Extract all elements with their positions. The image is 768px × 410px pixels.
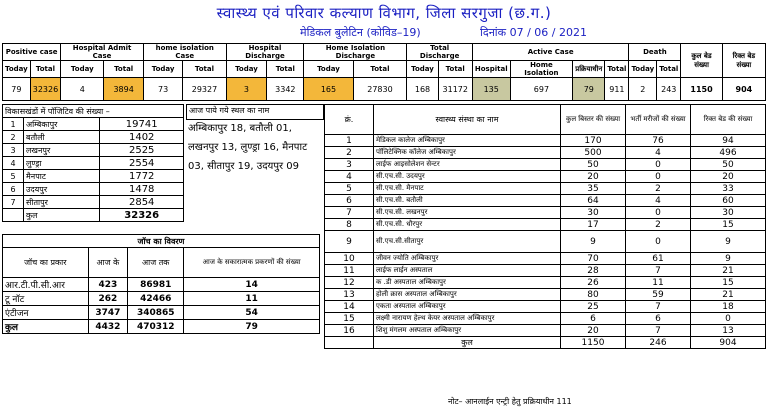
row-number: 10 bbox=[325, 253, 374, 265]
sub-header: Today bbox=[3, 61, 31, 78]
test-header: आज के सकारात्मक प्रकरणों की संख्या bbox=[184, 248, 320, 278]
admitted: 4 bbox=[626, 147, 691, 159]
test-header: जॉच का प्रकार bbox=[3, 248, 89, 278]
test-total: 470312 bbox=[128, 320, 184, 334]
beds-row bbox=[325, 135, 766, 147]
summary-value: 31172 bbox=[438, 78, 472, 101]
summary-value: 135 bbox=[472, 78, 510, 101]
block-value: 2554 bbox=[100, 157, 184, 170]
beds-header: स्वास्थ्य संस्था का नाम bbox=[374, 105, 561, 135]
test-positive: 11 bbox=[184, 292, 320, 306]
empty-beds: 9 bbox=[691, 253, 766, 265]
sub-header: Today bbox=[407, 61, 438, 78]
block-name: बतौली bbox=[24, 131, 100, 144]
test-today: 423 bbox=[88, 278, 128, 292]
admitted: 0 bbox=[626, 231, 691, 253]
group-header: कुल बेड संख्या bbox=[681, 44, 722, 78]
admitted: 0 bbox=[626, 207, 691, 219]
row-number: 11 bbox=[325, 265, 374, 277]
row-number: 14 bbox=[325, 301, 374, 313]
beds-row bbox=[325, 265, 766, 277]
admitted: 2 bbox=[626, 219, 691, 231]
facility-name: सी.एच.सी. उदयपुर bbox=[374, 171, 561, 183]
test-type: एंटीजन bbox=[3, 306, 89, 320]
admitted: 4 bbox=[626, 195, 691, 207]
block-value: 19741 bbox=[100, 118, 184, 131]
facility-name: लक्ष्मी नारायण हेल्थ केयर अस्पताल अम्बिकापुर bbox=[374, 313, 561, 325]
summary-value: 3342 bbox=[267, 78, 304, 101]
total-beds: 80 bbox=[561, 289, 626, 301]
beds-header: रिक्त बेड की संख्या bbox=[691, 105, 766, 135]
admitted: 2 bbox=[626, 183, 691, 195]
group-header: Hospital Admit Case bbox=[61, 44, 144, 61]
sub-header: Total bbox=[438, 61, 472, 78]
facility-name: होली क्रास अस्पताल अम्बिकापुर bbox=[374, 289, 561, 301]
sub-header: Total bbox=[605, 61, 629, 78]
summary-value: 79 bbox=[573, 78, 605, 101]
empty-beds: 15 bbox=[691, 277, 766, 289]
total-beds: 170 bbox=[561, 135, 626, 147]
block-table-title: विकासखंडों में पॉजिटिव की संख्या – bbox=[3, 105, 184, 118]
test-positive: 14 bbox=[184, 278, 320, 292]
summary-value: 697 bbox=[510, 78, 573, 101]
total-beds: 17 bbox=[561, 219, 626, 231]
admitted: 0 bbox=[626, 171, 691, 183]
facility-name: सी.एच.सी. धौरपुर bbox=[374, 219, 561, 231]
empty-beds: 496 bbox=[691, 147, 766, 159]
summary-value: 29327 bbox=[183, 78, 226, 101]
admitted: 7 bbox=[626, 265, 691, 277]
total-beds: 35 bbox=[561, 183, 626, 195]
total-beds: 70 bbox=[561, 253, 626, 265]
empty-beds: 50 bbox=[691, 159, 766, 171]
group-header: Death bbox=[629, 44, 681, 61]
summary-value: 32326 bbox=[30, 78, 60, 101]
facility-name: सी.एच.सी. मैनपाट bbox=[374, 183, 561, 195]
beds-row bbox=[325, 253, 766, 265]
summary-value: 911 bbox=[605, 78, 629, 101]
total-beds: 30 bbox=[561, 207, 626, 219]
block-value: 2854 bbox=[100, 196, 184, 209]
total-label: कुल bbox=[24, 209, 100, 222]
facility-name: मेडिकल कालेज अम्बिकापुर bbox=[374, 135, 561, 147]
facility-name: जीवन ज्योति अम्बिकापुर bbox=[374, 253, 561, 265]
empty-beds: 21 bbox=[691, 289, 766, 301]
group-header: Positive case bbox=[3, 44, 61, 61]
row-number: 2 bbox=[325, 147, 374, 159]
block-name: अम्बिकापुर bbox=[24, 118, 100, 131]
row-number: 5 bbox=[3, 170, 24, 183]
block-value: 1772 bbox=[100, 170, 184, 183]
facility-name: सी.एच.सी.सीतापुर bbox=[374, 231, 561, 253]
block-value: 1478 bbox=[100, 183, 184, 196]
row-number: 15 bbox=[325, 313, 374, 325]
test-positive: 54 bbox=[184, 306, 320, 320]
sub-header: Total bbox=[104, 61, 143, 78]
block-positive-table bbox=[2, 104, 184, 222]
beds-row bbox=[325, 159, 766, 171]
places-title: आज पाये गये स्थल का नाम bbox=[186, 104, 324, 120]
summary-value: 168 bbox=[407, 78, 438, 101]
row-number: 13 bbox=[325, 289, 374, 301]
total-beds: 50 bbox=[561, 159, 626, 171]
admitted: 76 bbox=[626, 135, 691, 147]
admitted: 59 bbox=[626, 289, 691, 301]
beds-row bbox=[325, 171, 766, 183]
row-number: 7 bbox=[3, 196, 24, 209]
summary-value: 904 bbox=[722, 78, 765, 101]
row-number: 9 bbox=[325, 231, 374, 253]
total-beds: 28 bbox=[561, 265, 626, 277]
row-number: 8 bbox=[325, 219, 374, 231]
sub-header: Today bbox=[143, 61, 182, 78]
group-header: Home Isolation Discharge bbox=[304, 44, 407, 61]
block-total: 32326 bbox=[100, 209, 184, 222]
places-text: अम्बिकापुर 18, बतौली 01, लखनपुर 13, लुण्ड्रा 16, मैनपाट 03, सीतापुर 19, उदयपुर 09 bbox=[188, 123, 308, 172]
empty-beds: 94 bbox=[691, 135, 766, 147]
group-header: home isolation Case bbox=[143, 44, 226, 61]
beds-row bbox=[325, 277, 766, 289]
empty-beds: 18 bbox=[691, 301, 766, 313]
empty-beds: 9 bbox=[691, 231, 766, 253]
test-type: टू नॉट bbox=[3, 292, 89, 306]
total-beds: 20 bbox=[561, 325, 626, 337]
empty-beds: 60 bbox=[691, 195, 766, 207]
facility-name: सी.एच.सी. बतौली bbox=[374, 195, 561, 207]
admitted: 61 bbox=[626, 253, 691, 265]
empty-beds: 0 bbox=[691, 313, 766, 325]
test-table-title: जॉच का विवरण bbox=[3, 235, 320, 248]
empty-beds: 20 bbox=[691, 171, 766, 183]
summary-value: 1150 bbox=[681, 78, 722, 101]
sub-header: Total bbox=[30, 61, 60, 78]
summary-value: 73 bbox=[143, 78, 182, 101]
row-number: 3 bbox=[325, 159, 374, 171]
test-table bbox=[2, 234, 320, 334]
beds-row bbox=[325, 289, 766, 301]
summary-table bbox=[2, 43, 766, 101]
beds-row bbox=[325, 183, 766, 195]
block-name: सीतापुर bbox=[24, 196, 100, 209]
summary-value: 243 bbox=[657, 78, 681, 101]
empty-total: 904 bbox=[691, 337, 766, 349]
facility-name: सी.एच.सी. लखनपुर bbox=[374, 207, 561, 219]
summary-value: 79 bbox=[3, 78, 31, 101]
beds-row bbox=[325, 301, 766, 313]
facility-name: पॉलिटेक्निक कॉलेज अम्बिकापुर bbox=[374, 147, 561, 159]
test-header: आज के bbox=[88, 248, 128, 278]
facility-name: एकता अस्पताल अम्बिकापुर bbox=[374, 301, 561, 313]
beds-header: भर्ती मरीजों की संख्या bbox=[626, 105, 691, 135]
test-positive: 79 bbox=[184, 320, 320, 334]
row-number: 1 bbox=[3, 118, 24, 131]
facility-name: शिशु मंगलम अस्पताल अम्बिकापुर bbox=[374, 325, 561, 337]
empty-beds: 13 bbox=[691, 325, 766, 337]
beds-total: 1150 bbox=[561, 337, 626, 349]
row-number: 12 bbox=[325, 277, 374, 289]
facility-name: क .डी अस्पताल अम्बिकापुर bbox=[374, 277, 561, 289]
test-header: आज तक bbox=[128, 248, 184, 278]
empty-beds: 21 bbox=[691, 265, 766, 277]
report-date: दिनांक 07 / 06 / 2021 bbox=[480, 26, 587, 39]
summary-value: 3 bbox=[226, 78, 267, 101]
total-beds: 26 bbox=[561, 277, 626, 289]
admitted: 0 bbox=[626, 159, 691, 171]
beds-row bbox=[325, 219, 766, 231]
admitted: 11 bbox=[626, 277, 691, 289]
beds-header: कुल बिस्तर की संख्या bbox=[561, 105, 626, 135]
total-beds: 25 bbox=[561, 301, 626, 313]
test-today: 4432 bbox=[88, 320, 128, 334]
row-number: 16 bbox=[325, 325, 374, 337]
test-total: 86981 bbox=[128, 278, 184, 292]
sub-header: Total bbox=[183, 61, 226, 78]
beds-row bbox=[325, 147, 766, 159]
total-beds: 64 bbox=[561, 195, 626, 207]
block-name: लखनपुर bbox=[24, 144, 100, 157]
group-header: Active Case bbox=[472, 44, 629, 61]
test-type: आर.टी.पी.सी.आर bbox=[3, 278, 89, 292]
test-today: 262 bbox=[88, 292, 128, 306]
summary-value: 165 bbox=[304, 78, 353, 101]
row-number: 6 bbox=[325, 195, 374, 207]
row-number: 7 bbox=[325, 207, 374, 219]
test-today: 3747 bbox=[88, 306, 128, 320]
sub-header: Today bbox=[61, 61, 104, 78]
total-beds: 20 bbox=[561, 171, 626, 183]
row-number: 4 bbox=[3, 157, 24, 170]
sub-header: Total bbox=[657, 61, 681, 78]
sub-header: Total bbox=[353, 61, 407, 78]
report-title: स्वास्थ्य एवं परिवार कल्याण विभाग, जिला सरगुजा (छ.ग.) bbox=[216, 4, 552, 22]
beds-row bbox=[325, 313, 766, 325]
row-number: 5 bbox=[325, 183, 374, 195]
empty-beds: 15 bbox=[691, 219, 766, 231]
test-total: 42466 bbox=[128, 292, 184, 306]
group-header: Total Discharge bbox=[407, 44, 472, 61]
empty-beds: 30 bbox=[691, 207, 766, 219]
row-number: 2 bbox=[3, 131, 24, 144]
admitted: 7 bbox=[626, 301, 691, 313]
row-number: 3 bbox=[3, 144, 24, 157]
sub-header: प्रक्रियाधीन bbox=[573, 61, 605, 78]
group-header: रिक्त बेड संख्या bbox=[722, 44, 765, 78]
admitted: 6 bbox=[626, 313, 691, 325]
sub-header: Home Isolation bbox=[510, 61, 573, 78]
total-label: कुल bbox=[374, 337, 561, 349]
sub-header: Today bbox=[226, 61, 267, 78]
group-header: Hospital Discharge bbox=[226, 44, 304, 61]
test-type: कुल bbox=[3, 320, 89, 334]
facility-name: लाईफ आइसोलेशन सेन्टर bbox=[374, 159, 561, 171]
sub-header: Today bbox=[304, 61, 353, 78]
beds-row bbox=[325, 195, 766, 207]
test-total: 340865 bbox=[128, 306, 184, 320]
admitted-total: 246 bbox=[626, 337, 691, 349]
empty-beds: 33 bbox=[691, 183, 766, 195]
admitted: 7 bbox=[626, 325, 691, 337]
row-number: 4 bbox=[325, 171, 374, 183]
summary-value: 2 bbox=[629, 78, 657, 101]
summary-value: 3894 bbox=[104, 78, 143, 101]
block-value: 2525 bbox=[100, 144, 184, 157]
block-value: 1402 bbox=[100, 131, 184, 144]
bulletin-label: मेडिकल बुलेटिन (कोविड–19) bbox=[300, 26, 421, 39]
beds-header: क्रं. bbox=[325, 105, 374, 135]
block-name: लुण्ड्रा bbox=[24, 157, 100, 170]
block-name: मैनपाट bbox=[24, 170, 100, 183]
sub-header: Hospital bbox=[472, 61, 510, 78]
total-beds: 500 bbox=[561, 147, 626, 159]
beds-row bbox=[325, 325, 766, 337]
beds-table bbox=[324, 104, 766, 349]
footer-note: नोट– आनलाईन एन्ट्री हेतु प्रक्रियाधीन 111 bbox=[448, 397, 572, 406]
summary-value: 27830 bbox=[353, 78, 407, 101]
sub-header: Today bbox=[629, 61, 657, 78]
beds-row bbox=[325, 207, 766, 219]
total-beds: 9 bbox=[561, 231, 626, 253]
total-beds: 6 bbox=[561, 313, 626, 325]
beds-row bbox=[325, 231, 766, 253]
row-number: 1 bbox=[325, 135, 374, 147]
facility-name: लाईफ लाईन अस्पताल bbox=[374, 265, 561, 277]
row-number: 6 bbox=[3, 183, 24, 196]
summary-value: 4 bbox=[61, 78, 104, 101]
block-name: उदयपुर bbox=[24, 183, 100, 196]
sub-header: Total bbox=[267, 61, 304, 78]
